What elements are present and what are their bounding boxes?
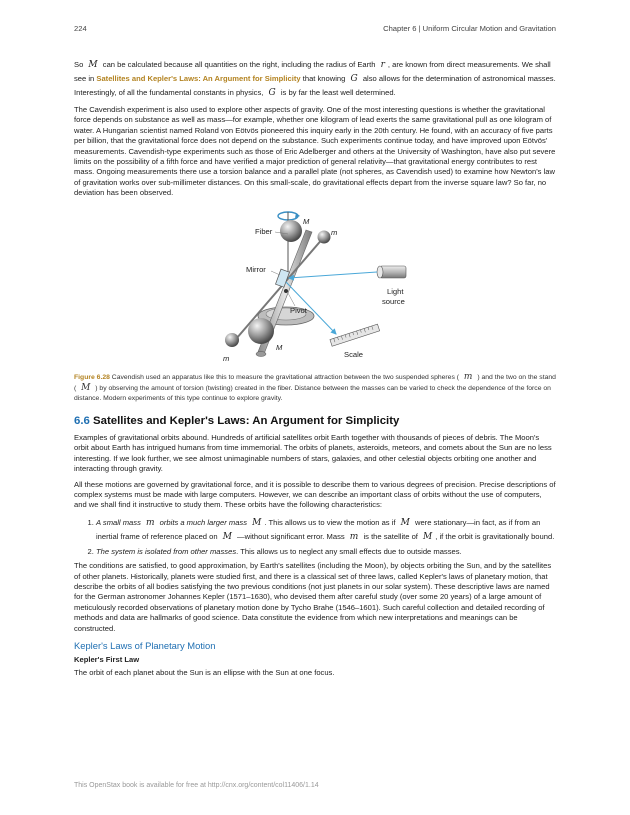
- math-symbol: M: [423, 531, 433, 542]
- page-header: [74, 24, 556, 36]
- large-sphere-top: [280, 220, 302, 242]
- math-symbol: m: [463, 371, 473, 382]
- math-symbol: M: [88, 60, 98, 70]
- math-symbol: M: [400, 517, 410, 528]
- text-run: were stationary—in fact, as if from an inertial frame of reference placed on: [96, 517, 541, 541]
- text-run: is the satellite of: [363, 531, 418, 541]
- list-item: [96, 547, 556, 557]
- text-run: The system is isolated from other masses: [96, 546, 237, 556]
- text-run: Cavendish used an apparatus like this to measure the gravitational attraction between the two suspended spheres (: [111, 373, 460, 381]
- law-text: The orbit of each planet about the Sun is an ellipse with the Sun at one focus.: [74, 667, 335, 677]
- light-source-cylinder: [380, 266, 406, 278]
- page-number: 224: [74, 24, 87, 33]
- large-sphere-bottom: [248, 318, 274, 344]
- math-symbol: M: [81, 383, 91, 394]
- math-symbol: m: [349, 531, 359, 542]
- small-sphere-top: [318, 230, 331, 243]
- math-symbol: r: [380, 60, 385, 70]
- math-symbol: M: [222, 531, 232, 542]
- text-run: , are known from direct measurements. We shall see in: [74, 60, 551, 83]
- math-symbol: m: [146, 517, 155, 528]
- section-number: 6.6: [74, 414, 90, 427]
- pivot-label: Pivot: [290, 305, 307, 315]
- subsection-heading: Kepler's Laws of Planetary Motion: [74, 639, 216, 651]
- section-link[interactable]: Satellites and Kepler's Laws: An Argument for Simplicity: [96, 74, 301, 83]
- text-run: So: [74, 60, 84, 69]
- cavendish-figure: [74, 204, 556, 364]
- m-top-label: m: [331, 227, 338, 237]
- text-run: A small mass: [96, 517, 141, 527]
- fiber-label: Fiber: [255, 226, 273, 236]
- list-item: [96, 516, 556, 544]
- paragraph-4: All these motions are governed by gravitational force, and it is possible to describe them to various degrees of precision. Precise descriptions of complex systems must be made with large computers. However, we can describe an important class of orbits without the use of computers, and we shall find it instructive to study them. These orbits have the following characteristics:: [74, 479, 556, 510]
- text-run: is by far the least well determined.: [280, 88, 396, 97]
- text-run: . This allows us to neglect any small effects due to outside masses.: [236, 546, 462, 556]
- text-run: can be calculated because all quantities on the right, including the radius of Earth: [102, 60, 376, 69]
- page-footer: This OpenStax book is available for free at http://cnx.org/content/col11406/1.14: [74, 782, 319, 789]
- figure-caption: [74, 372, 556, 405]
- math-symbol: G: [350, 74, 358, 84]
- pivot-point: [284, 289, 288, 293]
- m-bottom-label: m: [223, 353, 230, 363]
- incident-light-beam: [289, 272, 377, 278]
- cavendish-apparatus-diagram: [74, 204, 556, 364]
- source-label: source: [382, 296, 405, 306]
- scale-label: Scale: [344, 349, 363, 359]
- paragraph-1: [74, 58, 556, 100]
- section-title: Satellites and Kepler's Laws: An Argument for Simplicity: [93, 414, 400, 427]
- page-content: [74, 58, 556, 683]
- math-symbol: G: [268, 88, 276, 98]
- M-bottom-label: M: [276, 342, 283, 352]
- text-run: that knowing: [302, 74, 346, 83]
- mirror-label: Mirror: [246, 264, 266, 274]
- section-heading: [74, 415, 556, 427]
- scale-ruler: [330, 324, 380, 346]
- paragraph-2: The Cavendish experiment is also used to explore other aspects of gravity. One of the most interesting questions is whether the gravitational force depends on substance as well as mass—for example, whether one kilogram of lead exerts the same gravitational pull as one kilogram of water. A Hungarian scientist named Roland von Eötvös pioneered this inquiry early in the 20th century. He found, with an accuracy of five parts per billion, that the gravitational force does not depend on the substance. Such experiments continue today, and have improved upon Eötvös' measurements. Cavendish-type experiments such as those of Eric Adelberger and others at the University of Washington, have also put severe limits on the possibility of a fifth force and have verified a major prediction of general relativity—that gravitational energy contributes to rest mass. Ongoing measurements there use a torsion balance and a parallel plate (not spheres, as Cavendish used) to examine how Newton's law of gravitation works over sub-millimeter distances. On this small-scale, do gravitational effects depart from the inverse square law? So far, no deviation has been observed.: [74, 105, 556, 198]
- text-run: ) and the two on the stand (: [74, 373, 556, 393]
- small-sphere-bottom: [225, 333, 239, 347]
- chapter-title: Chapter 6 | Uniform Circular Motion and Gravitation: [383, 24, 556, 33]
- text-run: . This allows us to view the motion as if: [264, 517, 396, 527]
- text-run: —without significant error. Mass: [237, 531, 345, 541]
- characteristics-list: [74, 516, 556, 557]
- paragraph-3: Examples of gravitational orbits abound. Hundreds of artificial satellites orbit Earth together with thousands of pieces of debris. The Moon's orbit about Earth has intrigued humans from time immemorial. The orbits of planets, asteroids, meteors, and comets about the Sun are no less interesting. If we look further, we see almost unimaginable numbers of stars, galaxies, and other celestial objects orbiting one another and interacting through gravity.: [74, 432, 552, 474]
- light-label: Light: [387, 286, 404, 296]
- law-heading: Kepler's First Law: [74, 654, 140, 664]
- text-run: ) by observing the amount of torsion (twisting) created in the fiber. Distance between the masses can be varied to check the dependence of the force on distance. Modern experiments of this type continue to explore gravity.: [74, 385, 551, 403]
- text-run: , if the orbit is gravitationally bound.: [435, 531, 555, 541]
- text-run: also allows for the determination of astronomical masses. Interestingly, of all the fundamental constants in physics,: [74, 74, 556, 97]
- paragraph-5: The conditions are satisfied, to good approximation, by Earth's satellites (including the Moon), by objects orbiting the Sun, and by the satellites of other planets. Historically, planets were studied first, and there is a classical set of three laws, called Kepler's laws of planetary motion, that describe the orbits of all bodies satisfying the two previous conditions (not just planets in our solar system). These descriptive laws are named for the German astronomer Johannes Kepler (1571–1630), who devised them after careful study (over some 20 years) of a large amount of meticulously recorded observations of planetary motion done by Tycho Brahe (1546–1601). Such careful collection and detailed recording of methods and data are hallmarks of good science. Data constitute the evidence from which new interpretations and meanings can be constructed.: [74, 561, 552, 633]
- M-top-label: M: [303, 216, 310, 226]
- math-symbol: M: [252, 517, 262, 528]
- text-run: orbits a much larger mass: [159, 517, 248, 527]
- figure-label: Figure 6.28: [74, 373, 110, 381]
